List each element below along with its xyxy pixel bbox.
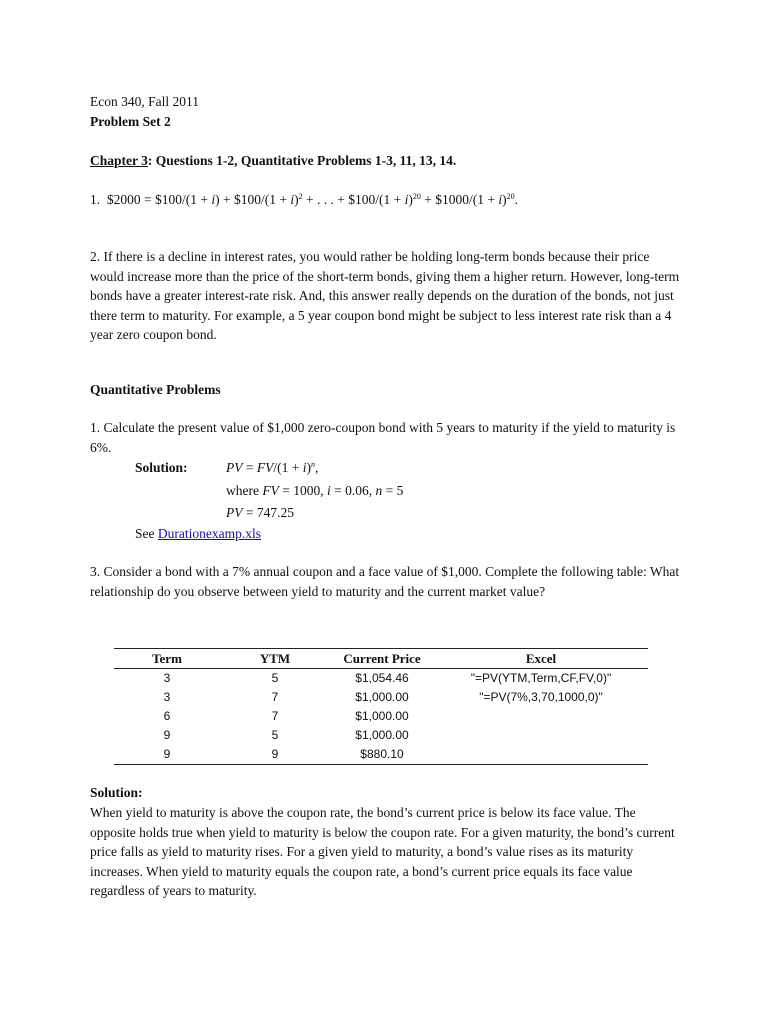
cell-excel (434, 726, 648, 745)
problem-set-title: Problem Set 2 (90, 114, 171, 129)
cell-term: 3 (163, 671, 171, 685)
solution-3-label: Solution: (90, 785, 143, 800)
cell-price: $1,054.46 (355, 671, 409, 685)
cell-price: $880.10 (330, 745, 434, 765)
cell-ytm: 7 (271, 690, 279, 704)
cell-term: 9 (163, 728, 171, 742)
chapter-line (90, 151, 680, 171)
pv-result: PV = 747.25 (226, 505, 294, 520)
question-1-equation: 1. $2000 = $100/(1 + i) + $100/(1 + i)$^2$ + . . . + $100/(1 + i)$^{20}$ + $1000/(1 + i)$^{20}$. (90, 192, 518, 207)
quant-problem-3: 3. Consider a bond with a 7% annual coupon and a face value of $1,000. Complete the following table: What relationship do you observe between yield to maturity and the current market value? (90, 564, 680, 599)
cell-term: 3 (163, 690, 171, 704)
chapter-label: Chapter 3 (90, 153, 148, 168)
cell-term: 9 (114, 745, 220, 765)
cell-price: $1,000.00 (355, 728, 409, 742)
cell-excel: "=PV(7%,3,70,1000,0)" (479, 690, 603, 704)
header-current-price: Current Price (330, 649, 434, 669)
quant-problem-1: 1. Calculate the present value of $1,000 zero-coupon bond with 5 years to maturity if the yield to maturity is 6%. (90, 420, 676, 455)
solution-label: Solution: (135, 460, 188, 475)
cell-ytm: 5 (271, 728, 279, 742)
quantitative-heading: Quantitative Problems (90, 382, 221, 397)
table-row (114, 669, 648, 689)
cell-excel (434, 707, 648, 726)
solution-3-text: When yield to maturity is above the coupon rate, the bond’s current price is below its face value. The opposite holds true when yield to maturity is below the coupon rate. For a given maturity, the bond’s current price falls as yield to maturity rises. For a given yield to maturity, a bond’s value rises as its maturity increases. When yield to maturity equals the coupon rate, a bond’s current price equals its face value regardless of years to maturity. (90, 805, 675, 898)
table-row (114, 745, 648, 765)
cell-ytm: 5 (271, 671, 279, 685)
cell-ytm: 9 (220, 745, 330, 765)
cell-excel (434, 745, 648, 765)
durationexamp-link[interactable]: Durationexamp.xls (157, 526, 261, 541)
header-excel: Excel (434, 649, 648, 669)
pv-formula: PV = $FV/(1 + i)^n$, (226, 460, 319, 475)
where-values: where FV = 1000, i = 0.06, n = 5 (226, 483, 404, 498)
table-header-row (114, 649, 648, 669)
chapter-questions: : Questions 1-2, Quantitative Problems 1-3, 11, 13, 14. (147, 153, 457, 168)
cell-ytm: 7 (271, 709, 279, 723)
cell-excel: "=PV(YTM,Term,CF,FV,0)" (470, 671, 612, 685)
header-ytm: YTM (220, 649, 330, 669)
cell-price: $1,000.00 (355, 709, 409, 723)
table-row (114, 688, 648, 707)
question-2-answer: 2. If there is a decline in interest rates, you would rather be holding long-term bonds because their price would increase more than the price of the short-term bonds, giving them a higher return. However, long-term bonds have a greater interest-rate risk. And, this answer really depends on the duration of the bonds, not just there term to maturity. For example, a 5 year coupon bond might be subject to less interest rate risk than a 4 year zero coupon bond. (90, 249, 680, 342)
cell-price: $1,000.00 (355, 690, 409, 704)
course-line: Econ 340, Fall 2011 (90, 94, 199, 109)
header-term: Term (114, 649, 220, 669)
table-row (114, 726, 648, 745)
table-row (114, 707, 648, 726)
bond-table (114, 648, 648, 765)
see-reference: See Durationexamp.xls (135, 526, 261, 541)
cell-term: 6 (163, 709, 171, 723)
